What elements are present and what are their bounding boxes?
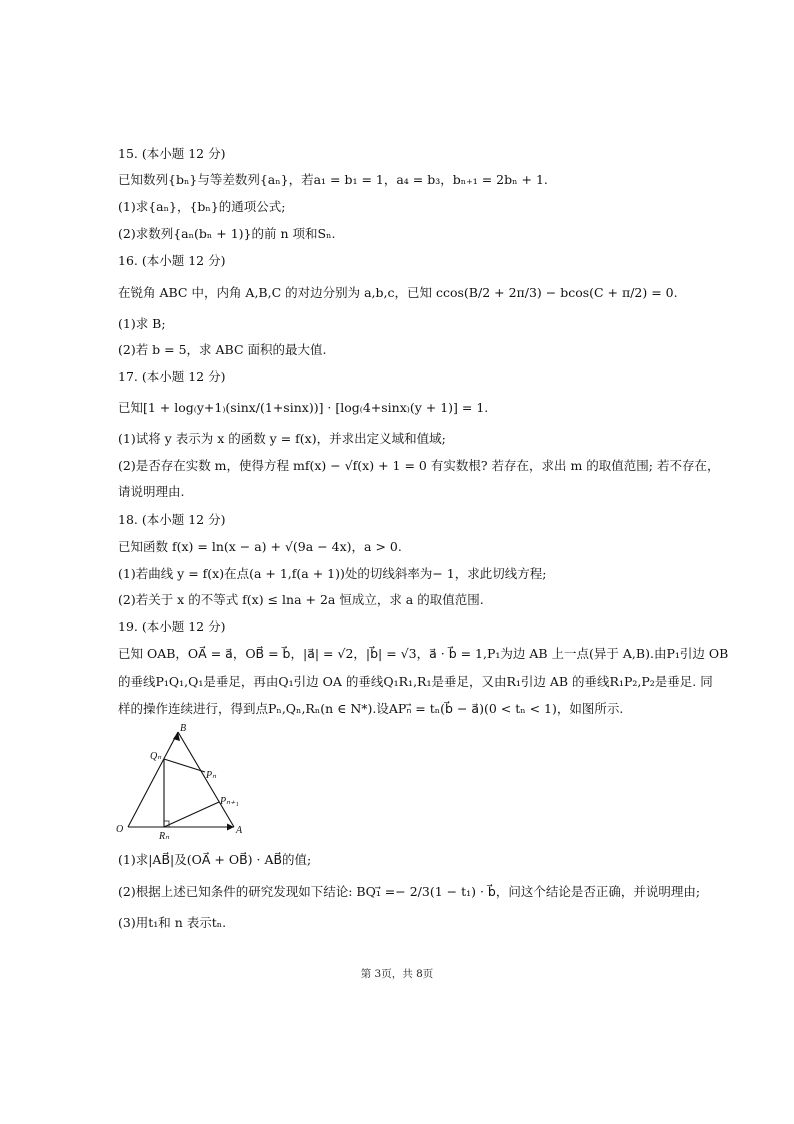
label-o: O bbox=[116, 824, 124, 835]
problem-15-statement: 已知数列{bₙ}与等差数列{aₙ}，若a₁ = b₁ = 1，a₄ = b₃，bₙ₊₁ = 2bₙ + 1. bbox=[118, 172, 548, 187]
segment-qn-pn bbox=[164, 759, 205, 772]
segment-rn-pn1 bbox=[164, 802, 219, 827]
problem-19-statement-1: 已知 OAB，OA⃗ = a⃗，OB⃗ = b⃗，|a⃗| = √2，|b⃗| = √3，a⃗ · b⃗ = 1,P₁为边 AB 上一点(异于 A,B).由P₁引边 OB bbox=[118, 646, 729, 661]
page-footer: 第 3页，共 8页 bbox=[360, 968, 434, 980]
problem-16-part-2: (2)若 b = 5，求 ABC 面积的最大值. bbox=[118, 342, 327, 357]
problem-16-statement: 在锐角 ABC 中，内角 A,B,C 的对边分别为 a,b,c，已知 ccos(B/2 + 2π/3) − bcos(C + π/2) = 0. bbox=[118, 285, 678, 300]
problem-19-part-3: (3)用t₁和 n 表示tₙ. bbox=[118, 915, 227, 930]
problem-15-part-2: (2)求数列{aₙ(bₙ + 1)}的前 n 项和Sₙ. bbox=[118, 226, 336, 241]
problem-17-part-1: (1)试将 y 表示为 x 的函数 y = f(x)，并求出定义域和值域; bbox=[118, 431, 446, 446]
problem-19-part-1: (1)求|AB⃗|及(OA⃗ + OB⃗) · AB⃗的值; bbox=[118, 852, 312, 867]
problem-19-statement-2: 的垂线P₁Q₁,Q₁是垂足，再由Q₁引边 OA 的垂线Q₁R₁,R₁是垂足，又由R₁引边 AB 的垂线R₁P₂,P₂是垂足. 同 bbox=[118, 674, 713, 689]
label-qn: Qₙ bbox=[150, 751, 162, 762]
label-a: A bbox=[236, 825, 243, 836]
triangle-figure bbox=[112, 720, 252, 840]
problem-15-part-1: (1)求{aₙ}，{bₙ}的通项公式; bbox=[118, 199, 286, 214]
label-pn: Pₙ bbox=[206, 770, 217, 781]
label-pn1: Pₙ₊₁ bbox=[220, 796, 239, 807]
problem-19-statement-3: 样的操作连续进行，得到点Pₙ,Qₙ,Rₙ(n ∈ N*).设APₙ⃗ = tₙ(b⃗ − a⃗)(0 < tₙ < 1)，如图所示. bbox=[118, 701, 624, 716]
problem-18-header: 18. (本小题 12 分) bbox=[118, 512, 226, 527]
problem-15-header: 15. (本小题 12 分) bbox=[118, 146, 226, 161]
problem-19-part-2: (2)根据上述已知条件的研究发现如下结论: BQ₁⃗ =− 2/3(1 − t₁) · b⃗，问这个结论是否正确，并说明理由; bbox=[118, 884, 701, 899]
problem-17-part-2: (2)是否存在实数 m，使得方程 mf(x) − √f(x) + 1 = 0 有实数根? 若存在，求出 m 的取值范围; 若不存在， bbox=[118, 458, 720, 473]
segment-ob bbox=[128, 732, 178, 827]
problem-18-statement: 已知函数 f(x) = ln(x − a) + √(9a − 4x)，a > 0. bbox=[118, 539, 402, 554]
label-b: B bbox=[180, 723, 187, 734]
problem-16-header: 16. (本小题 12 分) bbox=[118, 253, 226, 268]
problem-16-part-1: (1)求 B; bbox=[118, 316, 166, 331]
problem-17-part-2-cont: 请说明理由. bbox=[118, 484, 185, 499]
problem-18-part-2: (2)若关于 x 的不等式 f(x) ≤ lna + 2a 恒成立，求 a 的取值范围. bbox=[118, 592, 484, 607]
problem-18-part-1: (1)若曲线 y = f(x)在点(a + 1,f(a + 1))处的切线斜率为− 1，求此切线方程; bbox=[118, 566, 547, 581]
problem-17-header: 17. (本小题 12 分) bbox=[118, 369, 226, 384]
problem-17-statement: 已知[1 + log₍y+1₎(sinx/(1+sinx))] · [log₍4+sinx₎(y + 1)] = 1. bbox=[118, 400, 489, 415]
problem-19-header: 19. (本小题 12 分) bbox=[118, 619, 226, 634]
label-rn: Rₙ bbox=[159, 831, 170, 840]
